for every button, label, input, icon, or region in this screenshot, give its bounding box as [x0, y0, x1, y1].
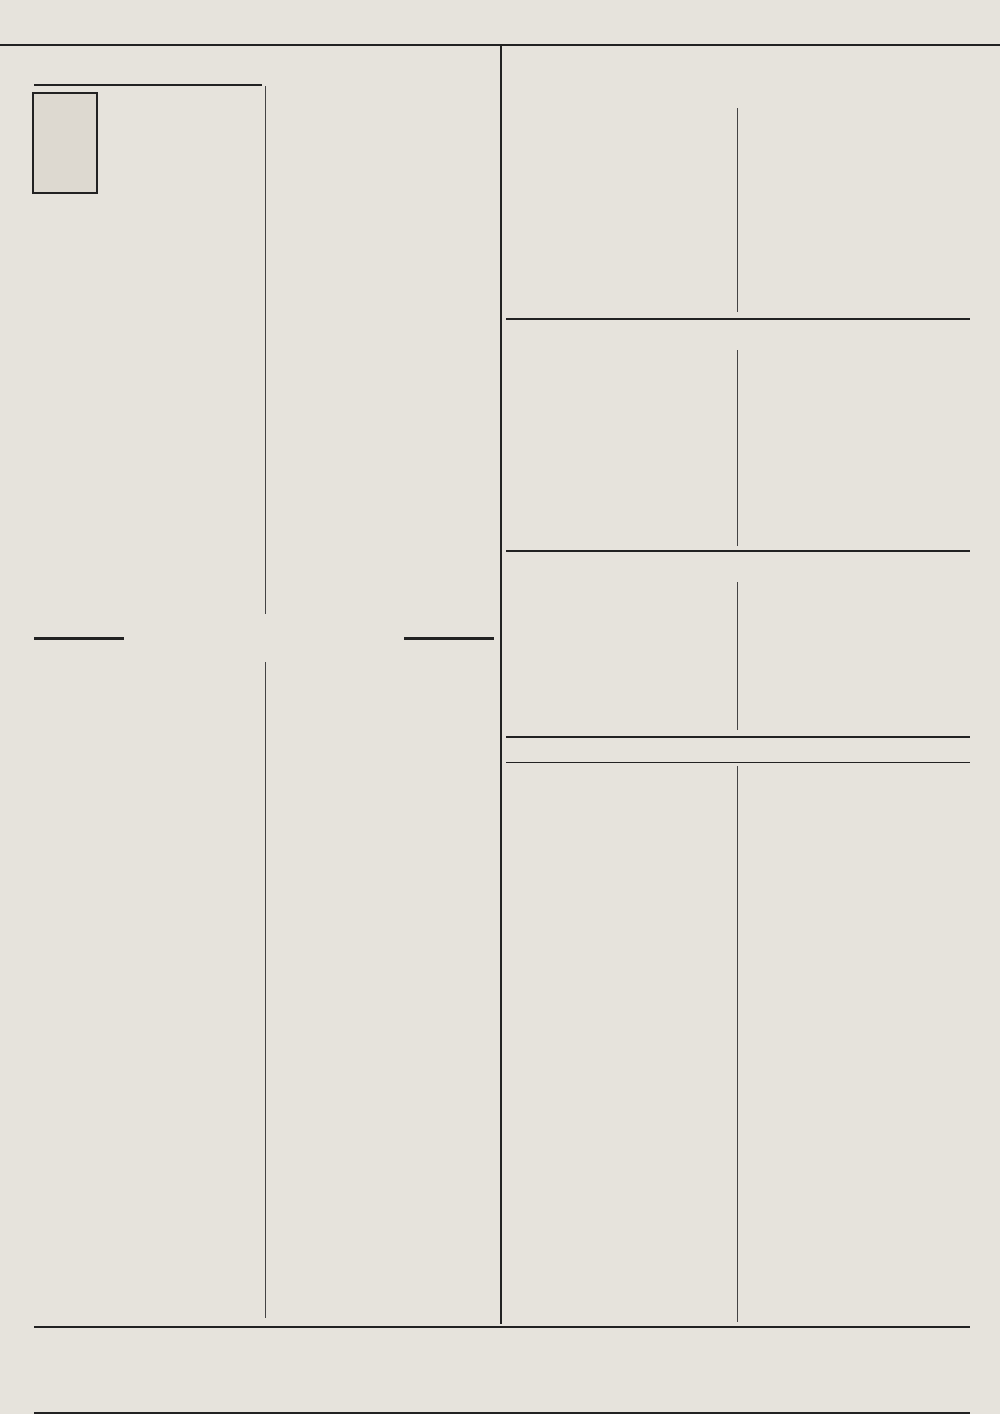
- dopysy-left-column: [506, 108, 734, 314]
- world-news-left-column: [34, 662, 262, 1322]
- column-rule: [737, 350, 738, 546]
- chronicle-column-2: [268, 86, 494, 614]
- column-rule: [265, 86, 266, 614]
- column-rule: [265, 662, 266, 1318]
- banner-rule-right: [404, 637, 494, 640]
- classifieds-left-column: [506, 768, 734, 1322]
- chronicle-column-1: [34, 232, 262, 612]
- world-news-banner: [34, 620, 494, 656]
- column-rule: [737, 766, 738, 1322]
- center-column-rule: [500, 46, 502, 1324]
- recruitment-right-column: [741, 350, 969, 550]
- calendar-box: [32, 92, 98, 194]
- page-header: [0, 14, 1000, 46]
- alien-left-column: [506, 582, 734, 732]
- divider: [506, 318, 970, 320]
- classifieds-right-column: [741, 768, 969, 1322]
- recruitment-left-column: [506, 350, 734, 546]
- world-news-right-column: [272, 662, 494, 1322]
- banner-rule-left: [34, 637, 124, 640]
- column-rule: [737, 582, 738, 730]
- alien-right-column: [741, 582, 969, 732]
- divider: [506, 736, 970, 738]
- rates-box: [34, 1326, 970, 1331]
- column-rule: [737, 108, 738, 312]
- divider: [506, 550, 970, 552]
- divider: [506, 762, 970, 763]
- dopysy-right-column: [741, 108, 969, 314]
- divider: [34, 84, 262, 86]
